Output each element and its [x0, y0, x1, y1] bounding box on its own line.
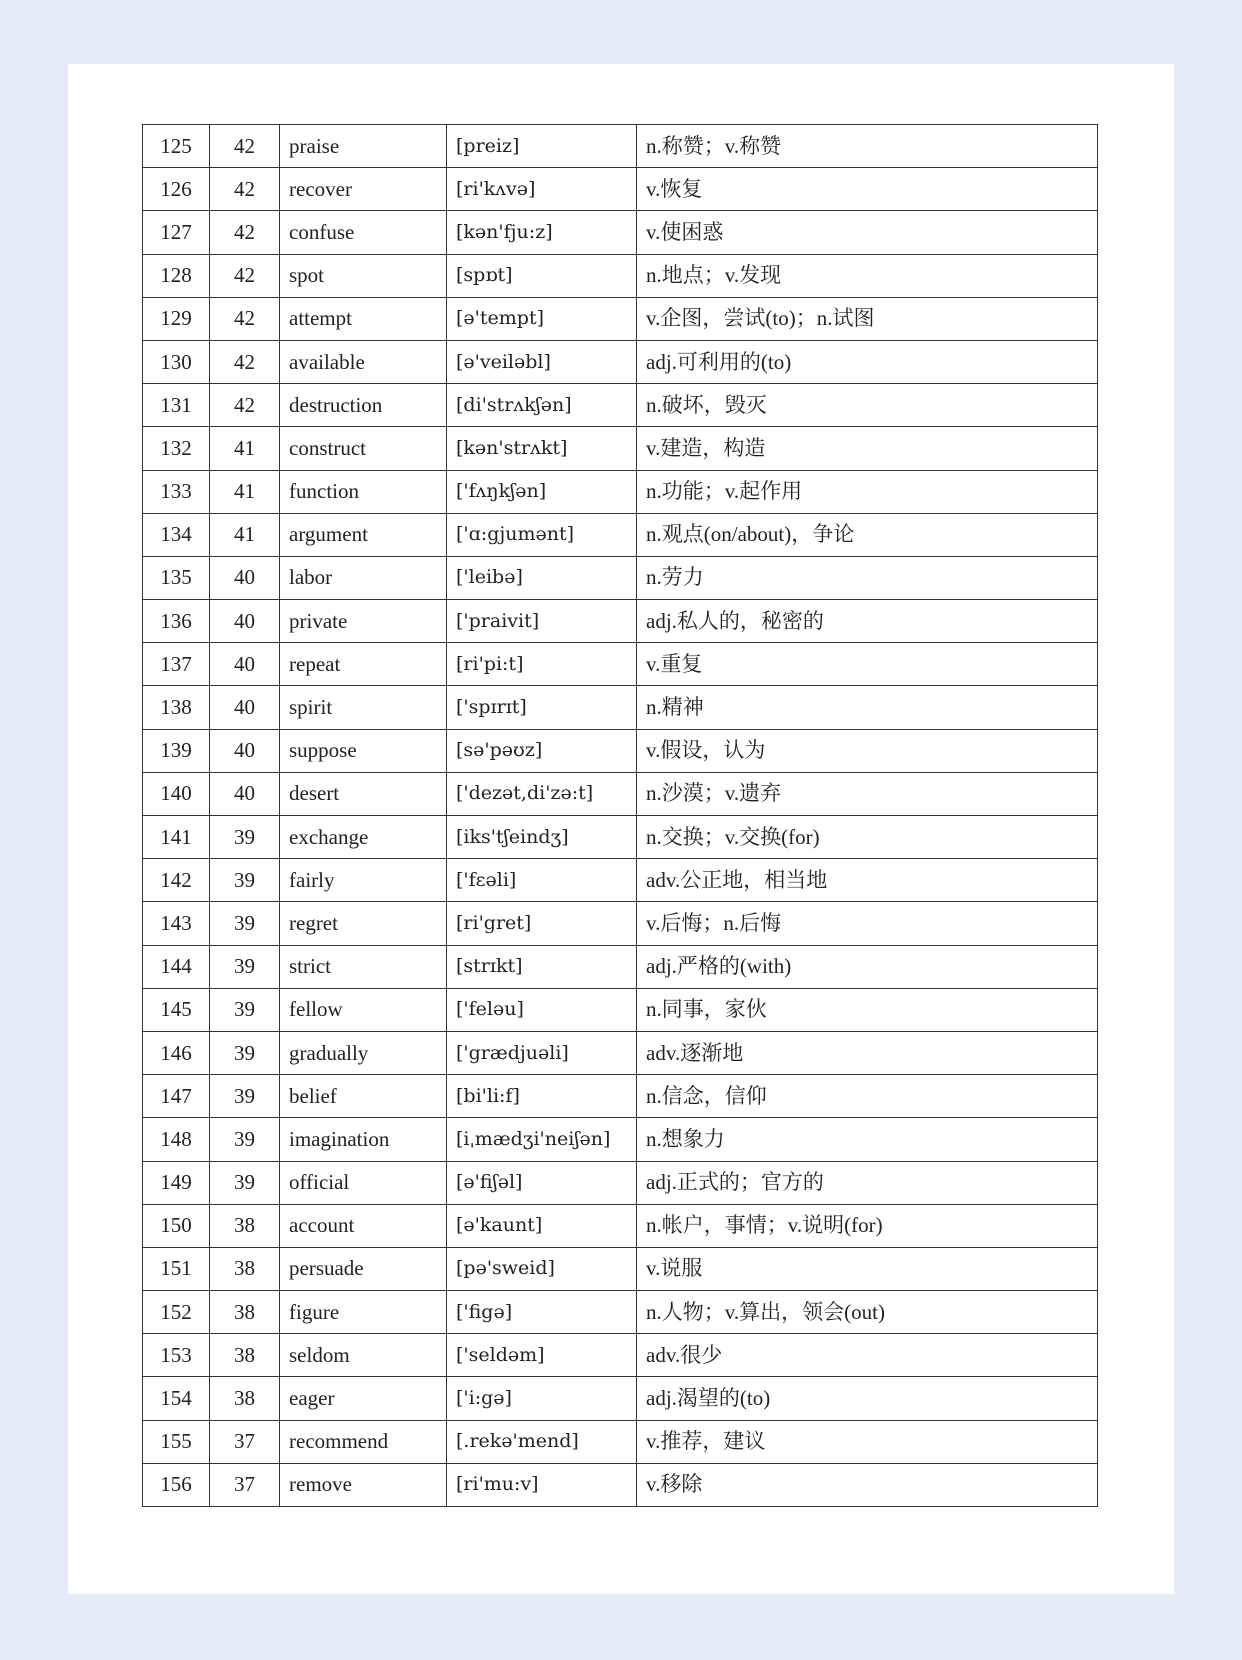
frequency-count-cell: 38: [210, 1247, 280, 1290]
entry-number-cell: 149: [143, 1161, 210, 1204]
definition-cell: n.同事，家伙: [637, 988, 1098, 1031]
word-cell: spirit: [280, 686, 447, 729]
table-row: [143, 254, 1098, 297]
word-cell: figure: [280, 1291, 447, 1334]
frequency-count-cell: 42: [210, 254, 280, 297]
phonetic-cell: ['spɪrɪt]: [447, 686, 637, 729]
entry-number-cell: 143: [143, 902, 210, 945]
table-row: [143, 384, 1098, 427]
frequency-count-cell: 40: [210, 686, 280, 729]
table-row: [143, 1334, 1098, 1377]
frequency-count-cell: 41: [210, 470, 280, 513]
entry-number-cell: 139: [143, 729, 210, 772]
definition-cell: v.企图，尝试(to)；n.试图: [637, 297, 1098, 340]
definition-cell: n.称赞；v.称赞: [637, 125, 1098, 168]
table-row: [143, 988, 1098, 1031]
definition-cell: n.破坏，毁灭: [637, 384, 1098, 427]
frequency-count-cell: 41: [210, 427, 280, 470]
phonetic-cell: [ə'veiləbl]: [447, 340, 637, 383]
entry-number-cell: 154: [143, 1377, 210, 1420]
entry-number-cell: 147: [143, 1075, 210, 1118]
frequency-count-cell: 42: [210, 340, 280, 383]
table-row: [143, 643, 1098, 686]
phonetic-cell: ['feləu]: [447, 988, 637, 1031]
frequency-count-cell: 39: [210, 816, 280, 859]
entry-number-cell: 141: [143, 816, 210, 859]
frequency-count-cell: 39: [210, 1161, 280, 1204]
definition-cell: n.劳力: [637, 556, 1098, 599]
entry-number-cell: 128: [143, 254, 210, 297]
table-row: [143, 902, 1098, 945]
entry-number-cell: 130: [143, 340, 210, 383]
frequency-count-cell: 40: [210, 643, 280, 686]
word-cell: attempt: [280, 297, 447, 340]
frequency-count-cell: 39: [210, 945, 280, 988]
phonetic-cell: [bi'li:f]: [447, 1075, 637, 1118]
phonetic-cell: ['figə]: [447, 1291, 637, 1334]
word-cell: regret: [280, 902, 447, 945]
frequency-count-cell: 38: [210, 1204, 280, 1247]
entry-number-cell: 135: [143, 556, 210, 599]
word-cell: recover: [280, 168, 447, 211]
definition-cell: n.交换；v.交换(for): [637, 816, 1098, 859]
definition-cell: adv.很少: [637, 1334, 1098, 1377]
frequency-count-cell: 39: [210, 1031, 280, 1074]
table-row: [143, 556, 1098, 599]
table-row: [143, 1247, 1098, 1290]
word-cell: confuse: [280, 211, 447, 254]
phonetic-cell: ['praivit]: [447, 600, 637, 643]
word-cell: repeat: [280, 643, 447, 686]
definition-cell: adv.公正地，相当地: [637, 859, 1098, 902]
frequency-count-cell: 39: [210, 859, 280, 902]
definition-cell: n.帐户，事情；v.说明(for): [637, 1204, 1098, 1247]
table-row: [143, 772, 1098, 815]
word-cell: argument: [280, 513, 447, 556]
frequency-count-cell: 40: [210, 729, 280, 772]
word-cell: gradually: [280, 1031, 447, 1074]
table-row: [143, 1291, 1098, 1334]
table-row: [143, 513, 1098, 556]
frequency-count-cell: 42: [210, 384, 280, 427]
definition-cell: n.信念，信仰: [637, 1075, 1098, 1118]
frequency-count-cell: 37: [210, 1420, 280, 1463]
word-cell: praise: [280, 125, 447, 168]
table-row: [143, 859, 1098, 902]
word-cell: private: [280, 600, 447, 643]
frequency-count-cell: 39: [210, 1075, 280, 1118]
entry-number-cell: 145: [143, 988, 210, 1031]
phonetic-cell: [sə'pəʊz]: [447, 729, 637, 772]
table-row: [143, 1420, 1098, 1463]
frequency-count-cell: 40: [210, 556, 280, 599]
word-cell: construct: [280, 427, 447, 470]
word-cell: remove: [280, 1463, 447, 1506]
definition-cell: adj.正式的；官方的: [637, 1161, 1098, 1204]
entry-number-cell: 148: [143, 1118, 210, 1161]
definition-cell: n.想象力: [637, 1118, 1098, 1161]
phonetic-cell: [kən'strʌkt]: [447, 427, 637, 470]
phonetic-cell: [pə'sweid]: [447, 1247, 637, 1290]
entry-number-cell: 152: [143, 1291, 210, 1334]
phonetic-cell: ['grædjuəli]: [447, 1031, 637, 1074]
frequency-count-cell: 39: [210, 988, 280, 1031]
entry-number-cell: 153: [143, 1334, 210, 1377]
word-cell: spot: [280, 254, 447, 297]
phonetic-cell: ['i:gə]: [447, 1377, 637, 1420]
definition-cell: adj.私人的，秘密的: [637, 600, 1098, 643]
entry-number-cell: 131: [143, 384, 210, 427]
entry-number-cell: 144: [143, 945, 210, 988]
frequency-count-cell: 42: [210, 168, 280, 211]
word-cell: seldom: [280, 1334, 447, 1377]
definition-cell: n.人物；v.算出，领会(out): [637, 1291, 1098, 1334]
entry-number-cell: 138: [143, 686, 210, 729]
frequency-count-cell: 38: [210, 1334, 280, 1377]
entry-number-cell: 127: [143, 211, 210, 254]
vocabulary-table: [142, 124, 1098, 1507]
frequency-count-cell: 38: [210, 1377, 280, 1420]
frequency-count-cell: 40: [210, 772, 280, 815]
frequency-count-cell: 38: [210, 1291, 280, 1334]
frequency-count-cell: 39: [210, 1118, 280, 1161]
table-row: [143, 1118, 1098, 1161]
table-row: [143, 729, 1098, 772]
phonetic-cell: ['seldəm]: [447, 1334, 637, 1377]
definition-cell: adj.严格的(with): [637, 945, 1098, 988]
definition-cell: v.使困惑: [637, 211, 1098, 254]
word-cell: belief: [280, 1075, 447, 1118]
entry-number-cell: 140: [143, 772, 210, 815]
table-row: [143, 1075, 1098, 1118]
phonetic-cell: [kən'fju:z]: [447, 211, 637, 254]
entry-number-cell: 155: [143, 1420, 210, 1463]
phonetic-cell: [ri'gret]: [447, 902, 637, 945]
word-cell: imagination: [280, 1118, 447, 1161]
word-cell: function: [280, 470, 447, 513]
frequency-count-cell: 42: [210, 125, 280, 168]
word-cell: strict: [280, 945, 447, 988]
entry-number-cell: 156: [143, 1463, 210, 1506]
frequency-count-cell: 42: [210, 211, 280, 254]
frequency-count-cell: 37: [210, 1463, 280, 1506]
table-row: [143, 168, 1098, 211]
phonetic-cell: ['leibə]: [447, 556, 637, 599]
table-row: [143, 1377, 1098, 1420]
definition-cell: adj.渴望的(to): [637, 1377, 1098, 1420]
word-cell: eager: [280, 1377, 447, 1420]
phonetic-cell: [iks'tʃeindʒ]: [447, 816, 637, 859]
entry-number-cell: 125: [143, 125, 210, 168]
entry-number-cell: 142: [143, 859, 210, 902]
entry-number-cell: 133: [143, 470, 210, 513]
definition-cell: v.说服: [637, 1247, 1098, 1290]
entry-number-cell: 136: [143, 600, 210, 643]
table-row: [143, 600, 1098, 643]
table-row: [143, 211, 1098, 254]
table-row: [143, 470, 1098, 513]
entry-number-cell: 150: [143, 1204, 210, 1247]
word-cell: fellow: [280, 988, 447, 1031]
table-row: [143, 1161, 1098, 1204]
vocabulary-table-body: [143, 125, 1098, 1507]
definition-cell: v.重复: [637, 643, 1098, 686]
definition-cell: v.推荐，建议: [637, 1420, 1098, 1463]
word-cell: fairly: [280, 859, 447, 902]
table-row: [143, 297, 1098, 340]
phonetic-cell: [ri'kʌvə]: [447, 168, 637, 211]
definition-cell: v.假设，认为: [637, 729, 1098, 772]
phonetic-cell: ['ɑ:gjumənt]: [447, 513, 637, 556]
definition-cell: v.后悔；n.后悔: [637, 902, 1098, 945]
phonetic-cell: [di'strʌkʃən]: [447, 384, 637, 427]
phonetic-cell: [preiz]: [447, 125, 637, 168]
table-row: [143, 1204, 1098, 1247]
table-row: [143, 1031, 1098, 1074]
definition-cell: n.功能；v.起作用: [637, 470, 1098, 513]
word-cell: official: [280, 1161, 447, 1204]
entry-number-cell: 134: [143, 513, 210, 556]
frequency-count-cell: 39: [210, 902, 280, 945]
definition-cell: adj.可利用的(to): [637, 340, 1098, 383]
word-cell: destruction: [280, 384, 447, 427]
phonetic-cell: [ə'kaunt]: [447, 1204, 637, 1247]
phonetic-cell: [ri'mu:v]: [447, 1463, 637, 1506]
table-row: [143, 427, 1098, 470]
definition-cell: n.沙漠；v.遗弃: [637, 772, 1098, 815]
phonetic-cell: [ri'pi:t]: [447, 643, 637, 686]
frequency-count-cell: 41: [210, 513, 280, 556]
word-cell: desert: [280, 772, 447, 815]
table-row: [143, 945, 1098, 988]
phonetic-cell: ['fɛəli]: [447, 859, 637, 902]
phonetic-cell: [iˌmædʒi'neiʃən]: [447, 1118, 637, 1161]
word-cell: labor: [280, 556, 447, 599]
word-cell: available: [280, 340, 447, 383]
phonetic-cell: [strɪkt]: [447, 945, 637, 988]
table-row: [143, 686, 1098, 729]
frequency-count-cell: 40: [210, 600, 280, 643]
definition-cell: v.移除: [637, 1463, 1098, 1506]
entry-number-cell: 151: [143, 1247, 210, 1290]
phonetic-cell: [.rekə'mend]: [447, 1420, 637, 1463]
definition-cell: n.观点(on/about)，争论: [637, 513, 1098, 556]
definition-cell: n.地点；v.发现: [637, 254, 1098, 297]
phonetic-cell: ['dezət,di'zə:t]: [447, 772, 637, 815]
table-row: [143, 1463, 1098, 1506]
phonetic-cell: [ə'tempt]: [447, 297, 637, 340]
table-row: [143, 816, 1098, 859]
entry-number-cell: 137: [143, 643, 210, 686]
entry-number-cell: 126: [143, 168, 210, 211]
table-row: [143, 125, 1098, 168]
definition-cell: v.建造，构造: [637, 427, 1098, 470]
word-cell: recommend: [280, 1420, 447, 1463]
phonetic-cell: [spɒt]: [447, 254, 637, 297]
definition-cell: v.恢复: [637, 168, 1098, 211]
word-cell: persuade: [280, 1247, 447, 1290]
document-page: [68, 64, 1174, 1594]
phonetic-cell: [ə'fiʃəl]: [447, 1161, 637, 1204]
entry-number-cell: 129: [143, 297, 210, 340]
table-row: [143, 340, 1098, 383]
entry-number-cell: 132: [143, 427, 210, 470]
word-cell: exchange: [280, 816, 447, 859]
definition-cell: adv.逐渐地: [637, 1031, 1098, 1074]
phonetic-cell: ['fʌŋkʃən]: [447, 470, 637, 513]
word-cell: account: [280, 1204, 447, 1247]
definition-cell: n.精神: [637, 686, 1098, 729]
frequency-count-cell: 42: [210, 297, 280, 340]
entry-number-cell: 146: [143, 1031, 210, 1074]
word-cell: suppose: [280, 729, 447, 772]
